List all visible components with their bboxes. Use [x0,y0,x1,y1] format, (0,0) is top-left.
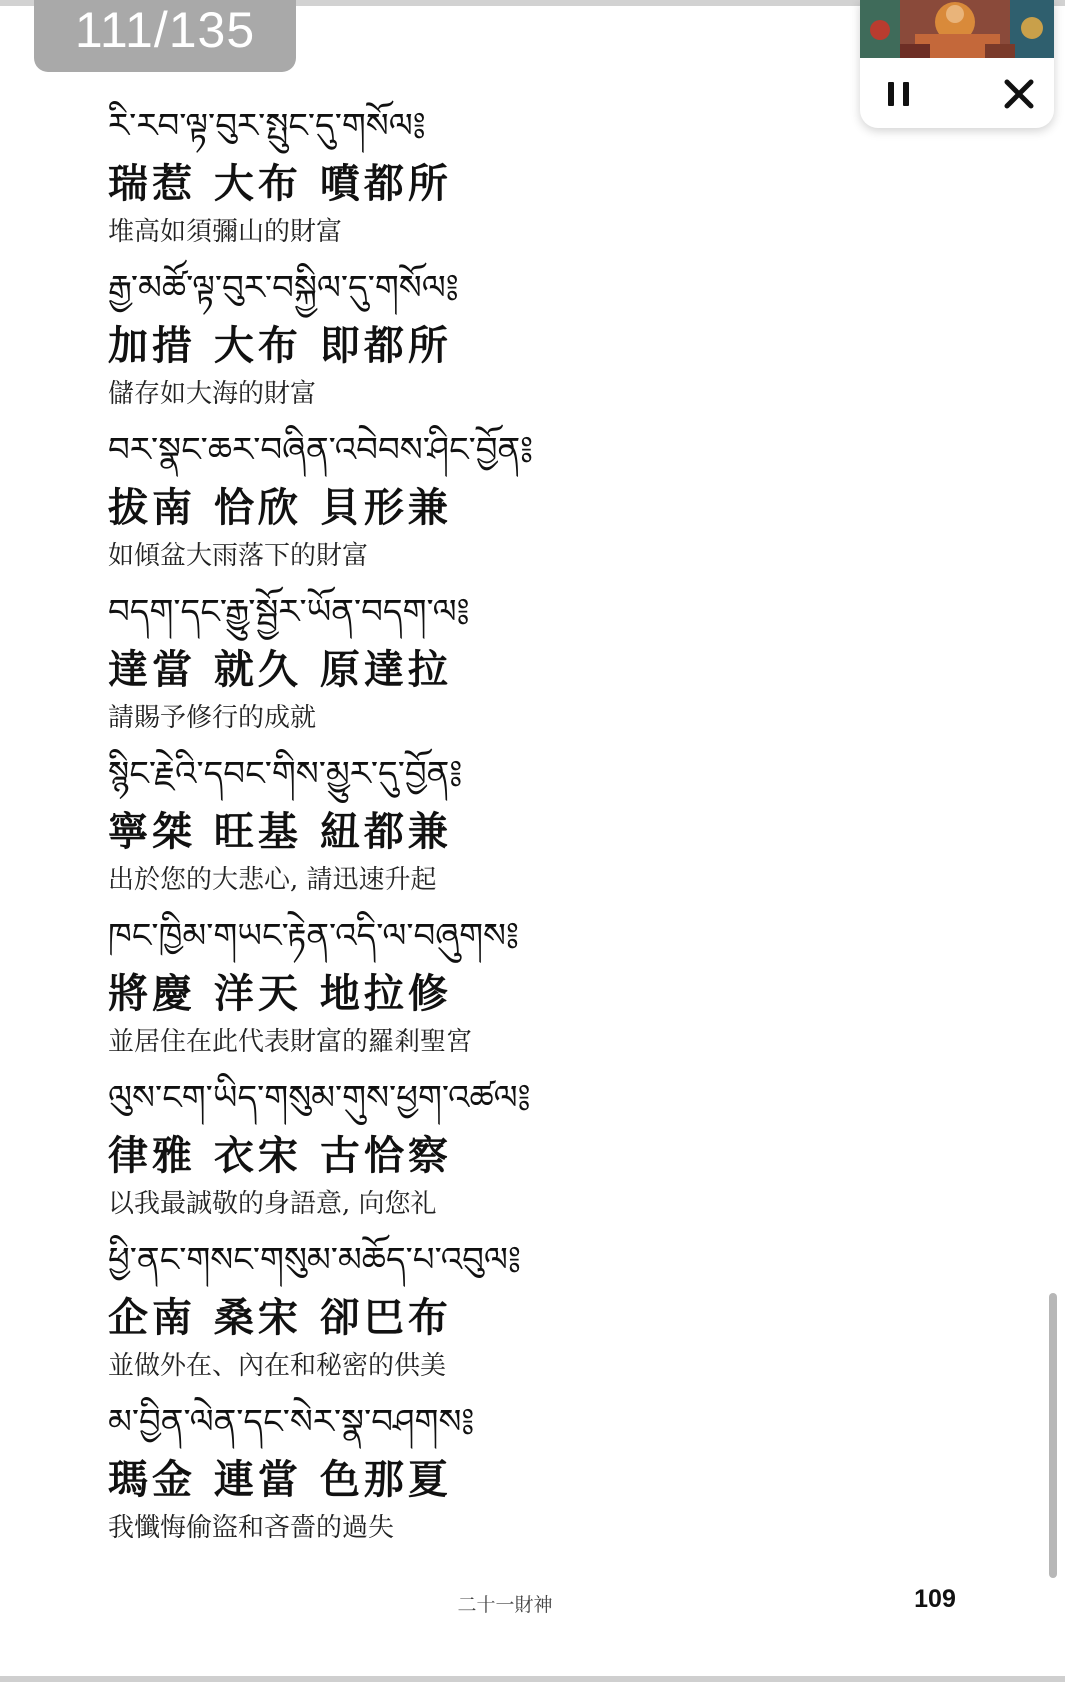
phonetic-line: 瑞惹 大布 噴都所 [108,161,452,207]
close-icon [999,74,1039,114]
verse-7 [108,1072,928,1234]
phonetic-line: 企南 桑宋 卻巴布 [108,1295,452,1341]
verse-8 [108,1234,928,1396]
page-counter-text: 111/135 [74,2,256,58]
page-number: 109 [914,1585,956,1613]
translation-line: 請賜予修行的成就 [108,703,317,733]
phonetic-line: 瑪金 連當 色那夏 [108,1457,452,1503]
verse-4 [108,586,928,748]
phonetic-line: 拔南 恰欣 貝形兼 [108,485,452,531]
tibetan-line: རྒྱ་མཚོ་ལྟ་བུར་བསྐྱིལ་དུ་གསོལ༔ [108,268,459,308]
tibetan-line: ལུས་ངག་ཡིད་གསུམ་གུས་ཕྱག་འཚལ༔ [108,1078,531,1118]
prayer-text-body [108,100,928,1558]
verse-2 [108,262,928,424]
page-counter [34,0,296,72]
translation-line: 堆高如須彌山的財富 [108,217,343,247]
phonetic-line: 達當 就久 原達拉 [108,647,452,693]
vertical-scrollbar[interactable] [1049,1293,1057,1578]
translation-line: 並居住在此代表財富的羅剎聖宮 [108,1027,473,1057]
bottom-border [0,1676,1065,1682]
translation-line: 以我最誠敬的身語意, 向您礼 [108,1189,437,1219]
tibetan-line: མ་བྱིན་ལེན་དང་སེར་སྣ་བཤགས༔ [108,1402,475,1442]
tibetan-line: ཪི་རབ་ལྟ་བུར་སྤུང་དུ་གསོལ༔ [108,106,426,146]
translation-line: 並做外在、內在和秘密的供美 [108,1351,447,1381]
translation-line: 儲存如大海的財富 [108,379,317,409]
phonetic-line: 加措 大布 即都所 [108,323,452,369]
verse-5 [108,748,928,910]
tibetan-line: སྙིང་རྗེའི་དབང་གིས་མྱུར་དུ་བྱོན༔ [108,754,463,794]
thangka-thumbnail[interactable] [860,0,1054,58]
translation-line: 出於您的大悲心, 請迅速升起 [108,865,437,895]
phonetic-line: 寧桀 旺基 紐都兼 [108,809,452,855]
translation-line: 我懺悔偷盜和吝嗇的過失 [108,1513,395,1543]
tibetan-line: བར་སྣང་ཆར་བཞིན་འབེབས་ཤིང་བྱོན༔ [108,430,534,470]
verse-1 [108,100,928,262]
verse-6 [108,910,928,1072]
tibetan-line: བདག་དང་རྒྱུ་སྦྱོར་ཡོན་བདག་ལ༔ [108,592,470,632]
verse-9 [108,1396,928,1558]
tibetan-line: ཕྱི་ནང་གསང་གསུམ་མཆོད་པ་འབུལ༔ [108,1240,521,1280]
footer-title: 二十一財神 [457,1594,553,1616]
tibetan-line: ཁང་ཁྱིམ་གཡང་རྟེན་འདི་ལ་བཞུགས༔ [108,916,519,956]
phonetic-line: 律雅 衣宋 古恰察 [108,1133,452,1179]
close-button[interactable] [999,74,1039,114]
translation-line: 如傾盆大雨落下的財富 [108,541,369,571]
verse-3 [108,424,928,586]
phonetic-line: 將慶 洋天 地拉修 [108,971,452,1017]
